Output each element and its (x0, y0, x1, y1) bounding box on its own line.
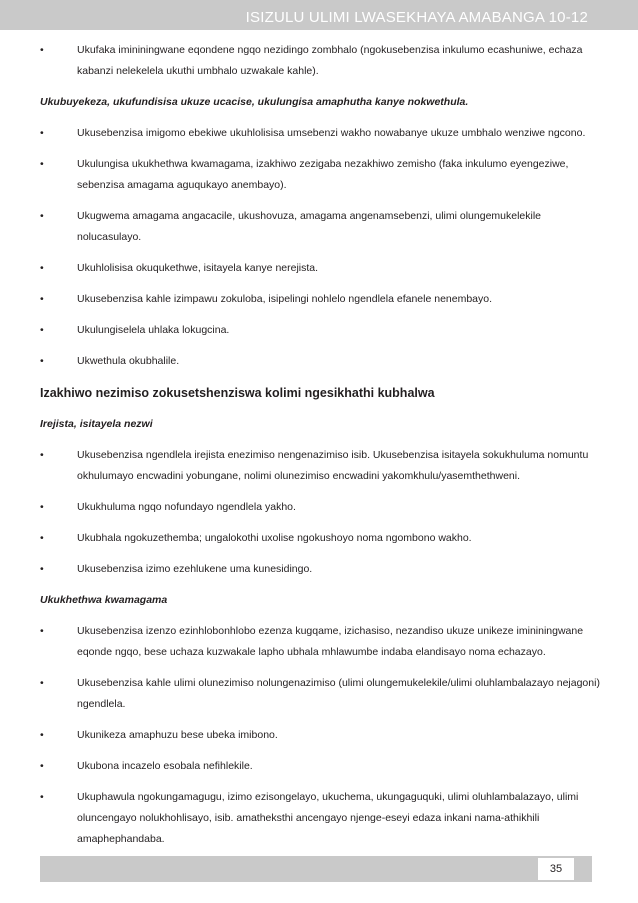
bullet-dot: • (40, 791, 44, 803)
bullet-dot: • (40, 210, 44, 222)
bullet-text: Ukubhala ngokuzethemba; ungalokothi uxolise ngokushoyo noma ngombono wakho. (77, 532, 472, 544)
bullet-dot: • (40, 158, 44, 170)
bullet-dot: • (40, 262, 44, 274)
bullet-text: Ukugwema amagama angacacile, ukushovuza, amagama angenamsebenzi, ulimi olungemukelekile nolucasulayo. (77, 210, 542, 243)
bullet-text: Ukusebenzisa ngendlela irejista enezimiso nengenazimiso isib. Ukusebenzisa isitayela sokukhuluma nomuntu okhulumayo encwadini yobungane, nolimi olunezimiso encwadini yakomkhulu/yasemthethweni. (77, 449, 589, 482)
subheading: Ukubuyekeza, ukufundisisa ukuze ucacise, ukulungisa amaphutha kanye nokwethula. (40, 96, 469, 108)
bullet-item (40, 787, 600, 850)
header-bar (0, 0, 638, 30)
bullet-text: Ukwethula okubhalile. (77, 355, 180, 367)
bullet-text: Ukulungisa ukukhethwa kwamagama, izakhiwo zezigaba nezakhiwo zemisho (faka inkulumo eyengeziwe, sebenzisa amagama aguqukayo anembayo). (77, 158, 569, 191)
bullet-item (40, 258, 600, 279)
bullet-dot: • (40, 501, 44, 513)
bullet-dot: • (40, 449, 44, 461)
bullet-text: Ukusebenzisa kahle izimpawu zokuloba, isipelingi nohlelo ngendlela efanele nenembayo. (77, 293, 493, 305)
bullet-dot: • (40, 44, 44, 56)
bullet-dot: • (40, 760, 44, 772)
bullet-dot: • (40, 729, 44, 741)
bullet-item (40, 40, 600, 82)
bullet-item (40, 497, 600, 518)
bullet-text: Ukulungiselela uhlaka lokugcina. (77, 324, 230, 336)
bullet-item (40, 320, 600, 341)
bullet-text: Ukuphawula ngokungamagugu, izimo ezisongelayo, ukuchema, ukungaguquki, ulimi oluhlambalazayo, ulimi oluncengayo nolukhohlisayo, isib. amatheksthi ancengayo njenge-eseyi edaza inkani nama-athikhili amaphephandaba. (77, 791, 579, 845)
bullet-dot: • (40, 625, 44, 637)
bullet-text: Ukusebenzisa izenzo ezinhlobonhlobo ezenza kugqame, izichasiso, nezandiso ukuze unikeze imininingwane eqonde ngqo, bese uchaza kuzwakale lapho ubhala mhlawumbe indaba elandisayo noma echazayo. (77, 625, 584, 658)
page-number: 35 (538, 858, 574, 880)
bullet-item (40, 528, 600, 549)
bullet-text: Ukukhuluma ngqo nofundayo ngendlela yakho. (77, 501, 296, 513)
bullet-item (40, 351, 600, 372)
bullet-item (40, 673, 600, 715)
bullet-item (40, 289, 600, 310)
bullet-dot: • (40, 324, 44, 336)
bullet-text: Ukusebenzisa imigomo ebekiwe ukuhlolisisa umsebenzi wakho nowabanye ukuze umbhalo wenziwe ngcono. (77, 127, 586, 139)
bullet-text: Ukuhlolisisa okuqukethwe, isitayela kanye nerejista. (77, 262, 319, 274)
bullet-text: Ukufaka imininingwane eqondene ngqo nezidingo zombhalo (ngokusebenzisa inkulumo ecashuniwe, echaza kabanzi nelekelela ukuthi umbhalo uzwakale kahle). (77, 44, 583, 77)
bullet-text: Ukusebenzisa kahle ulimi olunezimiso nolungenazimiso (ulimi olungemukelekile/ulimi oluhlambalazayo nejagoni) ngendlela. (77, 677, 600, 710)
bullet-dot: • (40, 563, 44, 575)
bullet-item (40, 621, 600, 663)
subheading: Irejista, isitayela nezwi (40, 418, 153, 430)
bullet-dot: • (40, 355, 44, 367)
bullet-item (40, 154, 600, 196)
page-content (40, 40, 600, 850)
bullet-item (40, 559, 600, 580)
bullet-dot: • (40, 532, 44, 544)
bullet-item (40, 123, 600, 144)
footer-bar (40, 856, 592, 882)
bullet-item (40, 725, 600, 746)
bullet-text: Ukunikeza amaphuzu bese ubeka imibono. (77, 729, 278, 741)
section-heading: Izakhiwo nezimiso zokusetshenziswa kolimi ngesikhathi kubhalwa (40, 386, 435, 400)
bullet-text: Ukubona incazelo esobala nefihlekile. (77, 760, 253, 772)
bullet-dot: • (40, 677, 44, 689)
bullet-item (40, 445, 600, 487)
bullet-text: Ukusebenzisa izimo ezehlukene uma kunesidingo. (77, 563, 313, 575)
bullet-dot: • (40, 127, 44, 139)
bullet-item (40, 206, 600, 248)
header-title: ISIZULU ULIMI LWASEKHAYA AMABANGA 10-12 (245, 9, 588, 26)
subheading: Ukukhethwa kwamagama (40, 594, 168, 606)
bullet-item (40, 756, 600, 777)
bullet-dot: • (40, 293, 44, 305)
